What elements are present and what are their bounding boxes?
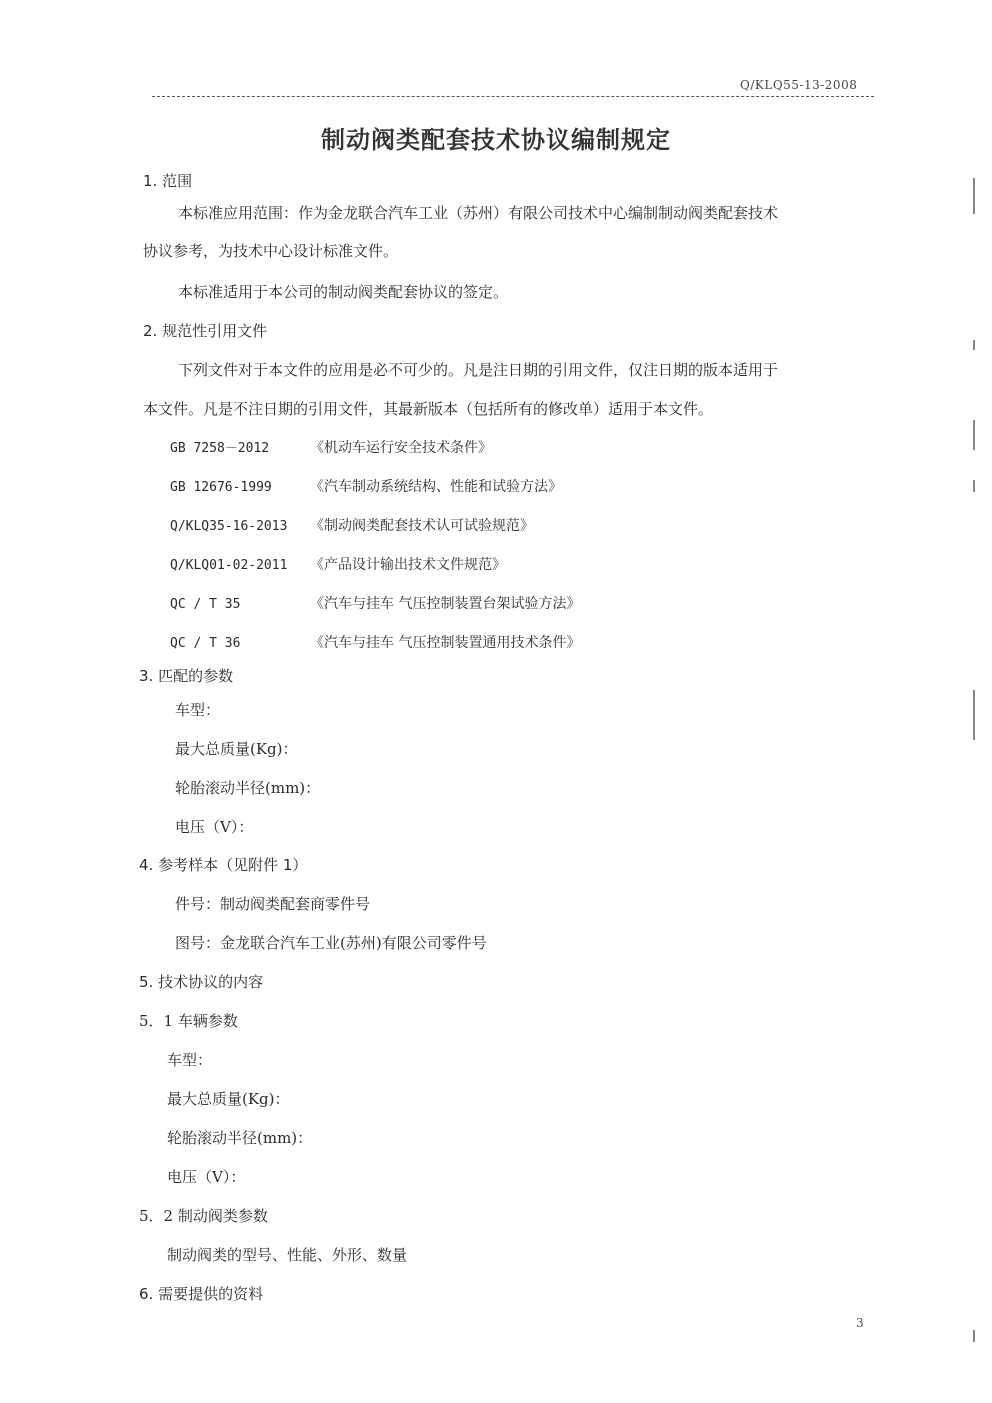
reference-code: Q/KLQ01-02-2011 [170,558,288,573]
reference-item [170,632,580,652]
section-6-heading: 6. 需要提供的资料 [139,1285,264,1303]
section-5-1-heading: 5．1 车辆参数 [139,1012,238,1030]
reference-title: 《产品设计输出技术文件规范》 [310,557,506,573]
binding-mark [973,1330,975,1342]
binding-mark [973,178,975,214]
binding-mark [973,420,975,450]
section-1-para-1b: 协议参考，为技术中心设计标准文件。 [143,242,399,260]
reference-item [170,476,562,496]
vehicle-param-model: 车型： [167,1051,213,1069]
section-4-heading: 4. 参考样本（见附件 1） [139,856,308,874]
reference-item [170,437,492,457]
param-vehicle-model: 车型： [175,701,221,719]
reference-title: 《汽车与挂车 气压控制装置通用技术条件》 [310,635,581,651]
sample-part-number: 件号：制动阀类配套商零件号 [175,895,371,913]
section-1-para-2: 本标准适用于本公司的制动阀类配套协议的签定。 [178,283,509,301]
section-2-para-1b: 本文件。凡是不注日期的引用文件，其最新版本（包括所有的修改单）适用于本文件。 [143,400,714,418]
reference-code: Q/KLQ35-16-2013 [170,519,288,534]
valve-params-text: 制动阀类的型号、性能、外形、数量 [167,1246,408,1264]
section-5-2-heading: 5．2 制动阀类参数 [139,1207,268,1225]
vehicle-param-voltage: 电压（V）： [167,1168,246,1186]
sample-drawing-number: 图号：金龙联合汽车工业(苏州)有限公司零件号 [175,934,487,952]
reference-title: 《汽车制动系统结构、性能和试验方法》 [310,479,562,495]
reference-code: QC / T 35 [170,597,241,612]
vehicle-param-max-mass: 最大总质量(Kg)： [167,1090,290,1108]
reference-code: GB 7258－2012 [170,441,270,456]
reference-title: 《制动阀类配套技术认可试验规范》 [310,518,534,534]
reference-item [170,593,580,613]
reference-item [170,554,506,574]
reference-code: QC / T 36 [170,636,241,651]
document-code: Q/KLQ55-13-2008 [740,78,858,92]
param-voltage: 电压（V）： [175,818,254,836]
reference-title: 《汽车与挂车 气压控制装置台架试验方法》 [310,596,581,612]
section-1-heading: 1. 范围 [143,172,193,190]
section-2-para-1a: 下列文件对于本文件的应用是必不可少的。凡是注日期的引用文件，仅注日期的版本适用于 [178,361,779,379]
binding-mark [973,690,975,740]
page-number: 3 [856,1316,864,1330]
section-2-heading: 2. 规范性引用文件 [143,322,268,340]
section-3-heading: 3. 匹配的参数 [139,667,234,685]
header-rule [152,96,874,97]
binding-mark [973,480,975,492]
param-tire-radius: 轮胎滚动半径(mm)： [175,779,321,797]
param-max-mass: 最大总质量(Kg)： [175,740,298,758]
binding-mark [973,340,975,350]
section-1-para-1a: 本标准应用范围：作为金龙联合汽车工业（苏州）有限公司技术中心编制制动阀类配套技术 [178,204,779,222]
reference-item [170,515,534,535]
reference-code: GB 12676-1999 [170,480,272,495]
page-title: 制动阀类配套技术协议编制规定 [321,125,671,154]
reference-title: 《机动车运行安全技术条件》 [310,440,492,456]
vehicle-param-tire-radius: 轮胎滚动半径(mm)： [167,1129,313,1147]
section-5-heading: 5. 技术协议的内容 [139,973,264,991]
